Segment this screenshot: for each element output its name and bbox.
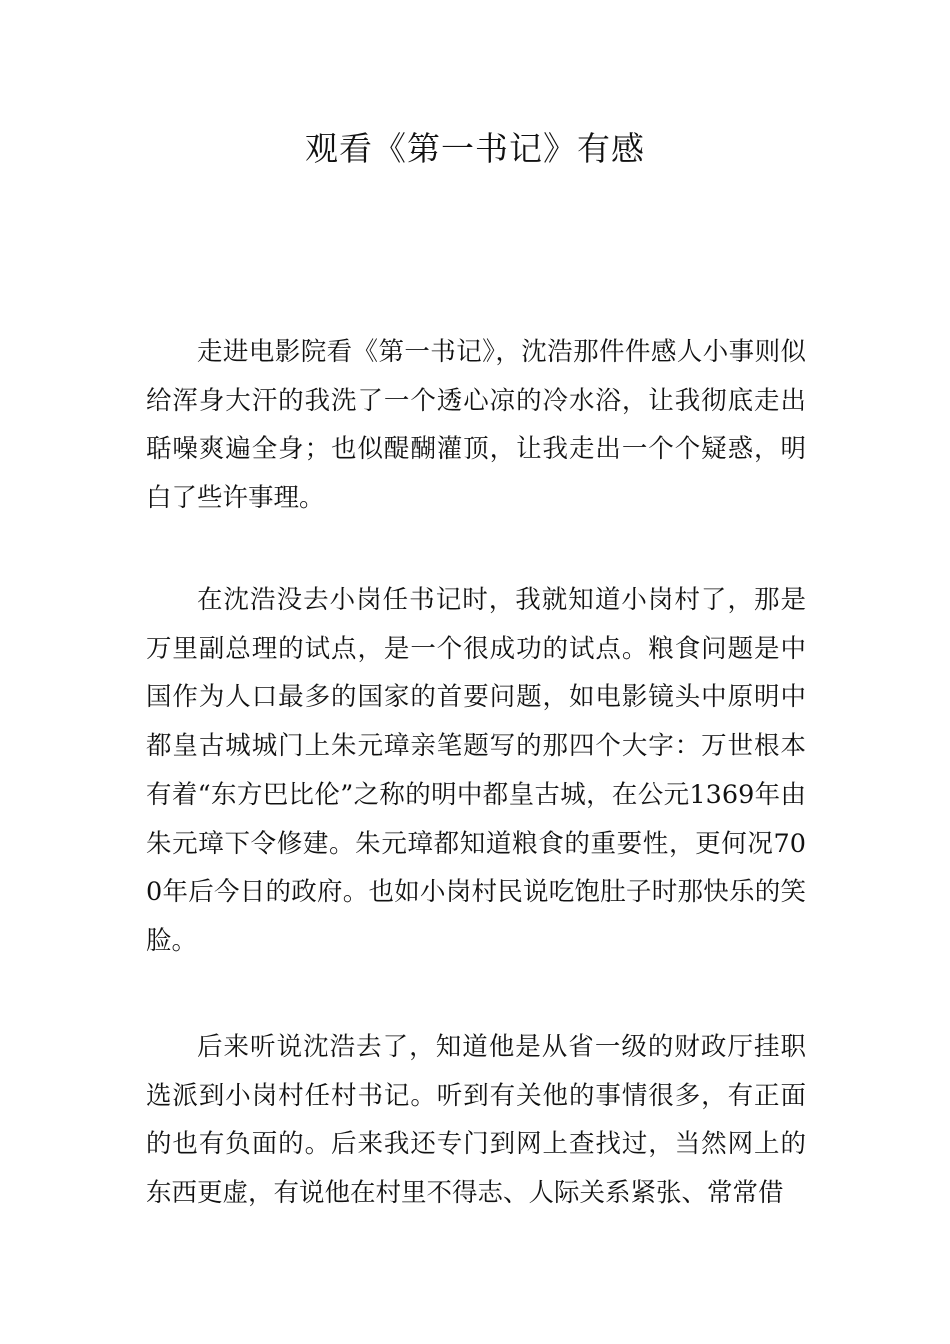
document-title: 观看《第一书记》有感 — [305, 129, 645, 168]
paragraph-2: 在沈浩没去小岗任书记时，我就知道小岗村了，那是万里副总理的试点，是一个很成功的试点。粮食问题是中国作为人口最多的国家的首要问题，如电影镜头中原明中都皇古城城门上朱元璋亲笔题写的那四个大字：万世根本有着“东方巴比伦”之称的明中都皇古城，在公元1369年由朱元璋下令修建。朱元璋都知道粮食的重要性，更何况700年后今日的政府。也如小岗村民说吃饱肚子时那快乐的笑脸。 — [146, 585, 806, 956]
paragraph-3: 后来听说沈浩去了，知道他是从省一级的财政厅挂职选派到小岗村任村书记。听到有关他的事情很多，有正面的也有负面的。后来我还专门到网上查找过，当然网上的东西更虚，有说他在村里不得志、人际关系紧张、常常借 — [146, 1032, 806, 1209]
paragraph-1: 走进电影院看《第一书记》，沈浩那件件感人小事则似给浑身大汗的我洗了一个透心凉的冷水浴，让我彻底走出聒噪爽遍全身；也似醍醐灌顶，让我走出一个个疑惑，明白了些许事理。 — [146, 337, 806, 514]
